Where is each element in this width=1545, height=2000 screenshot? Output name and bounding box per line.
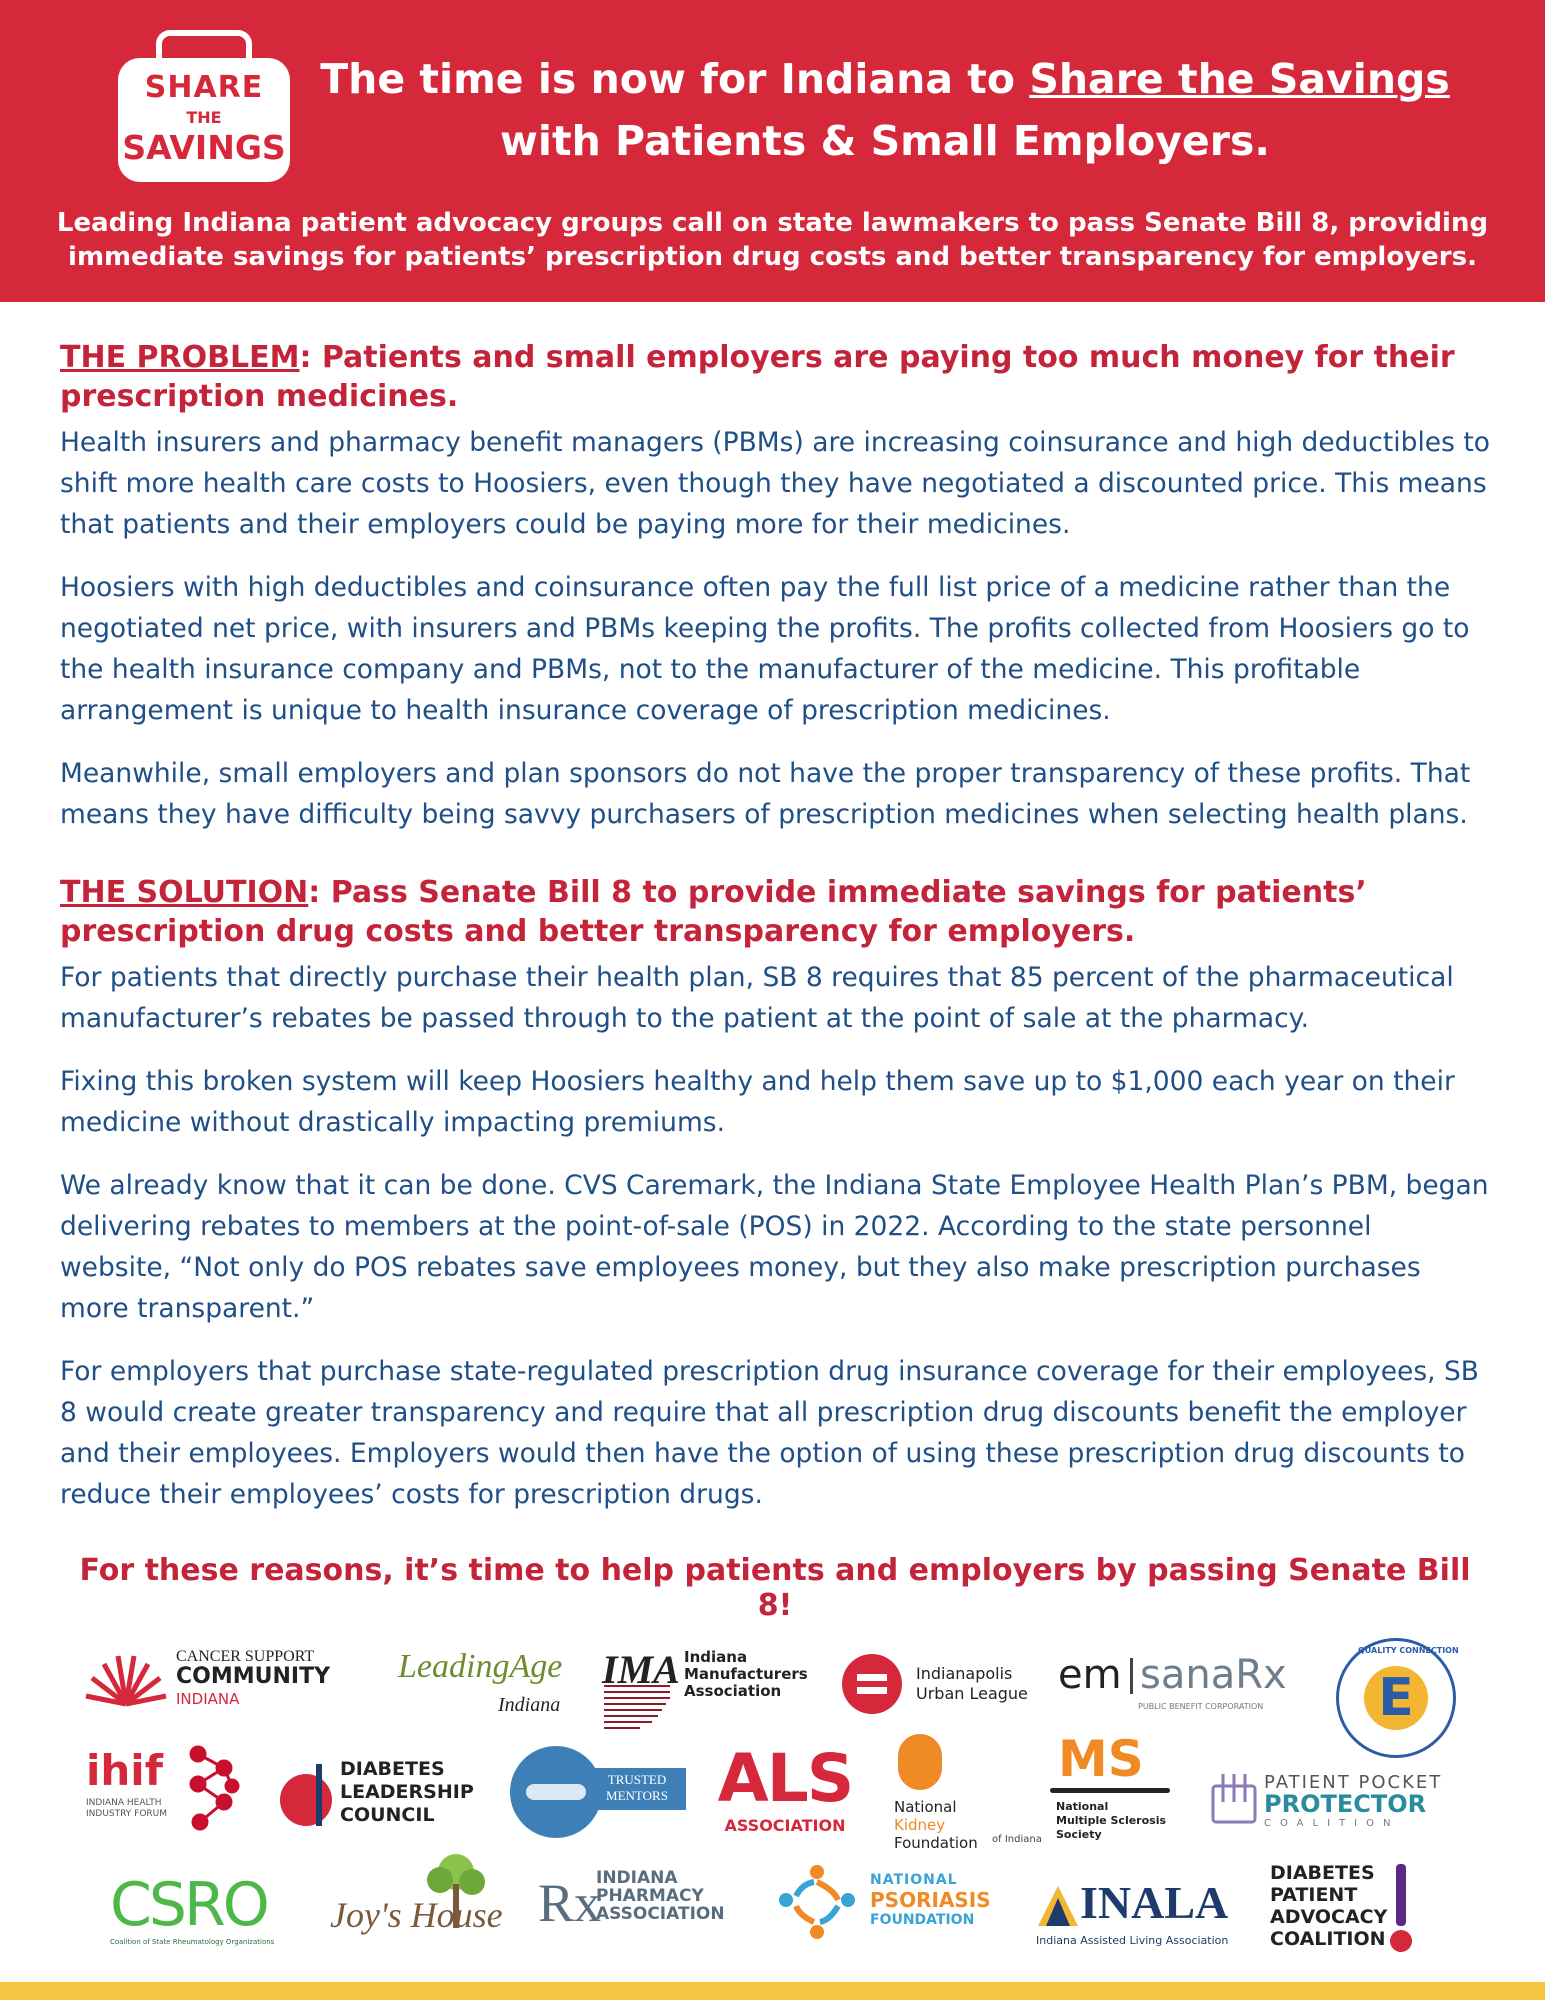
nkf-line1: National (894, 1798, 957, 1816)
patient-pocket-protector-logo (1210, 1772, 1462, 1832)
footer-accent-bar (0, 1982, 1545, 2000)
als-mark: ALS (717, 1740, 853, 1817)
csc-line3: INDIANA (176, 1690, 240, 1708)
ems-divider (1130, 1658, 1133, 1694)
ms-swoosh (1050, 1788, 1170, 1793)
main-content (60, 338, 1490, 1623)
ihif-line2: INDUSTRY FORUM (86, 1809, 168, 1819)
ihif-logo (86, 1746, 246, 1836)
npf-line3: FOUNDATION (870, 1912, 975, 1928)
logo-text-the: THE (186, 108, 222, 127)
dlc-bar (316, 1764, 322, 1826)
als-association-logo (710, 1740, 860, 1838)
ms-line2: Multiple Sclerosis (1056, 1814, 1167, 1827)
coalition-logos (60, 1638, 1490, 1968)
nkf-line3: Foundation (894, 1834, 978, 1852)
joys-house-logo (330, 1850, 510, 1954)
quality-connection-logo (1336, 1638, 1459, 1758)
leadingage-logo (398, 1648, 578, 1724)
nkf-line4: of Indiana (992, 1834, 1042, 1845)
page-title (300, 48, 1470, 172)
nkf-line2: Kidney (894, 1816, 946, 1834)
inala-logo (1036, 1876, 1236, 1954)
problem-heading-text: : Patients and small employers are paying too much money for their prescription medicines. (60, 340, 1455, 414)
diabetes-patient-advocacy-coalition-logo (1270, 1862, 1450, 1958)
inala-line1: Indiana Assisted Living Association (1036, 1934, 1229, 1947)
pocket-protector-icon (1210, 1772, 1258, 1826)
csc-line1: CANCER SUPPORT (176, 1648, 315, 1665)
dpac-line2: PATIENT (1270, 1884, 1358, 1906)
sunburst-icon (84, 1652, 168, 1708)
ms-society-logo (1050, 1730, 1200, 1858)
ems-part1: em (1058, 1652, 1122, 1698)
dlc-line3: COUNCIL (340, 1804, 435, 1826)
title-part-1: The time is now for Indiana to (320, 55, 1030, 103)
molecule-icon (184, 1744, 240, 1836)
problem-paragraph: Health insurers and pharmacy benefit managers (PBMs) are increasing coinsurance and high deductibles to shift more health care costs to Hoosiers, even though they have negotiated a discounted price. This means that patients and their employers could be paying more for their medicines. (60, 427, 1490, 540)
qc-line1: QUALITY CONNECTION (1358, 1646, 1459, 1655)
npf-line1: NATIONAL (870, 1872, 958, 1888)
header-banner (0, 0, 1545, 302)
dlc-line1: DIABETES (340, 1758, 445, 1780)
npf-line2: PSORIASIS (870, 1888, 991, 1912)
diabetes-leadership-council-logo (280, 1758, 480, 1838)
indiana-pharmacy-association-logo (538, 1866, 748, 1950)
share-the-savings-logo (118, 30, 290, 182)
ima-mark: IMA (602, 1647, 680, 1692)
trusted-mentors-logo (510, 1746, 690, 1838)
problem-paragraph: Hoosiers with high deductibles and coinsurance often pay the full list price of a medicine rather than the negotiated net price, with insurers and PBMs keeping the profits. The profits collected from Hoosiers go to the health insurance company and PBMs, not to the manufacturer of the medicine. This profitable arrangement is unique to health insurance coverage of prescription medicines. (60, 572, 1470, 726)
solution-paragraph: For employers that purchase state-regulated prescription drug insurance coverage for their employees, SB 8 would create greater transparency and require that all prescription drug discounts benefit the employer and their employees. Employers would then have the option of using these prescription drug discounts to reduce their employees’ costs for prescription drugs. (60, 1356, 1479, 1510)
ems-part3: PUBLIC BENEFIT CORPORATION (1138, 1702, 1264, 1711)
ppp-line1: PATIENT POCKET (1264, 1772, 1443, 1793)
ms-mark: MS (1058, 1730, 1144, 1788)
solution-heading (60, 873, 1490, 951)
logo-text-savings: SAVINGS (122, 128, 286, 167)
equality-icon (842, 1654, 902, 1714)
leadingage-line2: Indiana (498, 1694, 561, 1716)
ipa-line1: INDIANA (596, 1868, 678, 1888)
solution-heading-text: : Pass Senate Bill 8 to provide immediate savings for patients’ prescription drug costs and better transparency for employers. (60, 875, 1367, 949)
dpac-line1: DIABETES (1270, 1862, 1375, 1884)
emsanarx-logo (1058, 1652, 1318, 1712)
solution-paragraph: Fixing this broken system will keep Hoosiers healthy and help them save up to $1,000 each year on their medicine without drastically impacting premiums. (60, 1066, 1455, 1138)
dlc-red-circle (280, 1774, 332, 1826)
problem-heading (60, 338, 1490, 416)
als-line1: ASSOCIATION (724, 1816, 846, 1835)
qc-line2: E (1378, 1668, 1414, 1728)
leadingage-line1: LeadingAge (398, 1648, 563, 1685)
iul-line2: Urban League (916, 1684, 1028, 1703)
iul-line1: Indianapolis (916, 1664, 1013, 1683)
problem-key: THE PROBLEM (60, 340, 300, 375)
ipa-line2: PHARMACY (596, 1886, 704, 1906)
csro-mark: CSRO (110, 1870, 267, 1940)
solution-key: THE SOLUTION (60, 875, 309, 910)
ipa-line3: ASSOCIATION (596, 1904, 725, 1924)
call-to-action: For these reasons, it’s time to help patients and employers by passing Senate Bill 8! (79, 1553, 1471, 1623)
ems-part2: sanaRx (1140, 1652, 1287, 1698)
dpac-line4: COALITION (1270, 1928, 1386, 1950)
ms-line3: Society (1056, 1828, 1102, 1841)
inala-mark: INALA (1080, 1877, 1229, 1928)
ms-line1: National (1056, 1800, 1109, 1813)
exclamation-bar (1396, 1864, 1406, 1926)
ima-line1: Indiana (684, 1648, 748, 1666)
indiana-manufacturers-association-logo (600, 1638, 830, 1730)
ppp-line3: COALITION (1264, 1818, 1400, 1829)
ima-line3: Association (684, 1682, 782, 1700)
tm-line2: MENTORS (606, 1788, 668, 1803)
indianapolis-urban-league-logo (842, 1652, 1042, 1718)
page-subtitle: Leading Indiana patient advocacy groups call on state lawmakers to pass Senate Bill 8, providing immediate savings for patients’ prescription drug costs and better transparency for employers. (56, 208, 1489, 272)
national-kidney-foundation-logo (892, 1734, 1042, 1858)
ppp-line2: PROTECTOR (1264, 1790, 1427, 1818)
csro-line1: Coalition of State Rheumatology Organizations (110, 1938, 275, 1946)
people-pinwheel-icon (774, 1860, 860, 1944)
title-part-2: with Patients & Small Employers. (500, 117, 1270, 165)
tm-line1: TRUSTED (607, 1772, 667, 1787)
csro-logo (110, 1870, 310, 1950)
problem-paragraph: Meanwhile, small employers and plan sponsors do not have the proper transparency of these profits. That means they have difficulty being savvy purchasers of prescription medicines when selecting health plans. (60, 758, 1471, 830)
dpac-line3: ADVOCACY (1270, 1906, 1388, 1928)
ihif-mark: ihif (86, 1746, 163, 1795)
ihif-line1: INDIANA HEALTH (86, 1798, 162, 1808)
logo-text-share: SHARE (144, 70, 264, 105)
title-share-the-savings: Share the Savings (1029, 55, 1450, 103)
ima-line2: Manufacturers (684, 1665, 808, 1683)
exclamation-dot (1390, 1930, 1412, 1952)
national-psoriasis-foundation-logo (774, 1860, 1014, 1950)
solution-paragraph: We already know that it can be done. CVS Caremark, the Indiana State Employee Health Plan’s PBM, began delivering rebates to members at the point-of-sale (POS) in 2022. According to the state personnel website, “Not only do POS rebates save employees money, but they also make prescription purchases more transparent.” (60, 1170, 1489, 1324)
ipa-mark: Rx (538, 1873, 602, 1933)
solution-paragraph: For patients that directly purchase their health plan, SB 8 requires that 85 percent of the pharmaceutical manufacturer’s rebates be passed through to the patient at the point of sale at the pharmacy. (60, 962, 1454, 1034)
jh-line1: Joy's House (330, 1895, 503, 1935)
csc-line2: COMMUNITY (176, 1664, 331, 1689)
dlc-line2: LEADERSHIP (340, 1781, 474, 1803)
mountain-icon (1036, 1884, 1080, 1928)
kidney-icon (898, 1734, 942, 1790)
